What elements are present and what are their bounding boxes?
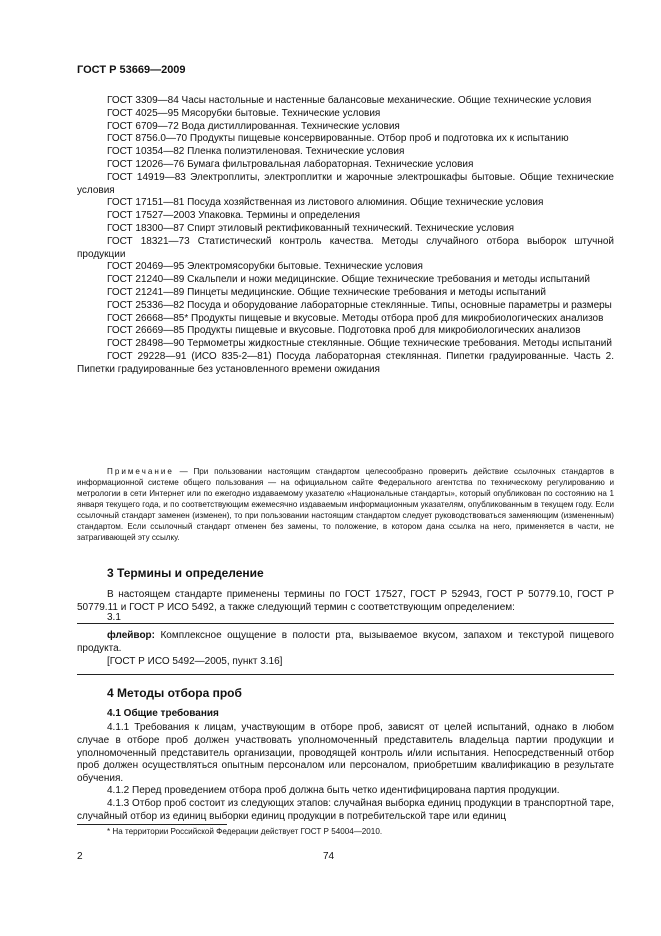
term-definition: [77, 630, 614, 656]
document-header: ГОСТ Р 53669—2009: [77, 64, 186, 76]
reference-item: ГОСТ 25336—82 Посуда и оборудование лабораторные стеклянные. Типы, основные параметры и размеры: [107, 299, 612, 311]
term: флейвор:: [107, 630, 155, 641]
reference-item: ГОСТ 20469—95 Электромясорубки бытовые. Технические условия: [107, 261, 423, 273]
section-3-title: 3 Термины и определение: [107, 566, 264, 580]
page-number-center: 74: [323, 851, 335, 862]
term-definition-box: [77, 623, 614, 675]
reference-item: ГОСТ 26669—85 Продукты пищевые и вкусовые. Подготовка проб для микробиологических анализов: [107, 325, 581, 337]
note: [77, 466, 614, 543]
footnote: * На территории Российской Федерации действует ГОСТ Р 54004—2010.: [107, 827, 383, 836]
reference-item: ГОСТ 21241—89 Пинцеты медицинские. Общие технические требования и методы испытаний: [107, 286, 546, 298]
reference-item: ГОСТ 29228—91 (ИСО 835-2—81) Посуда лабораторная стеклянная. Пипетки градуированные. Часть 2. Пипетки градуированные без установленного времени ожидания: [77, 350, 614, 375]
definition: Комплексное ощущение в полости рта, вызываемое вкусом, запахом и текстурой пищевого продукта.: [77, 630, 614, 654]
paragraph-4-1-1: 4.1.1 Требования к лицам, участвующим в отборе проб, зависят от целей испытаний, однако в любом случае в отборе проб должен участвовать уполномоченный представитель владельца партии продукции и уполномоченный представитель организации, проводящей контроль и/или испытания. Непосредственный отбор проб должен осуществляться опытным персоналом или персоналом, приобретшим квалификацию в результате обучения.: [77, 722, 614, 785]
note-label: Примечание: [107, 467, 174, 476]
reference-item: ГОСТ 3309—84 Часы настольные и настенные балансовые механические. Общие технические условия: [107, 95, 592, 106]
reference-item: ГОСТ 21240—89 Скальпели и ножи медицинские. Общие технические требования и методы испытаний: [107, 274, 590, 286]
reference-item: ГОСТ 10354—82 Пленка полиэтиленовая. Технические условия: [107, 146, 405, 158]
reference-item: ГОСТ 14919—83 Электроплиты, электроплитки и жарочные электрошкафы бытовые. Общие технические условия: [77, 171, 614, 196]
clause-3-1: 3.1: [107, 612, 121, 623]
reference-item: ГОСТ 18321—73 Статистический контроль качества. Методы случайного отбора выборок штучной продукции: [77, 235, 614, 260]
page-number-left: 2: [77, 851, 83, 862]
term-source: [ГОСТ Р ИСО 5492—2005, пункт 3.16]: [107, 655, 283, 667]
reference-item: ГОСТ 17151—81 Посуда хозяйственная из листового алюминия. Общие технические условия: [107, 197, 544, 209]
reference-item: ГОСТ 4025—95 Мясорубки бытовые. Технические условия: [107, 107, 381, 119]
references-list: [77, 95, 614, 377]
paragraph-4-1-3: 4.1.3 Отбор проб состоит из следующих этапов: случайная выборка единиц продукции в транспортной таре, случайный отбор из единиц выборки единиц продукции в потребительской таре или единиц: [77, 798, 614, 822]
section-3-intro: В настоящем стандарте применены термины по ГОСТ 17527, ГОСТ Р 52943, ГОСТ Р 50779.10, ГОСТ Р 50779.11 и ГОСТ Р ИСО 5492, а также следующий термин с соответствующим определением:: [77, 589, 614, 613]
reference-item: ГОСТ 8756.0—70 Продукты пищевые консервированные. Отбор проб и подготовка их к испытанию: [107, 133, 569, 145]
section-4-title: 4 Методы отбора проб: [107, 686, 242, 700]
reference-item: ГОСТ 26668—85* Продукты пищевые и вкусовые. Методы отбора проб для микробиологических анализов: [107, 312, 604, 324]
reference-item: ГОСТ 17527—2003 Упаковка. Термины и определения: [107, 210, 361, 222]
reference-item: ГОСТ 18300—87 Спирт этиловый ректификованный технический. Технические условия: [107, 222, 515, 234]
paragraph-4-1-2: 4.1.2 Перед проведением отбора проб должна быть четко идентифицирована партия продукции.: [107, 785, 560, 796]
footnote-divider: [77, 824, 227, 825]
reference-item: ГОСТ 6709—72 Вода дистиллированная. Технические условия: [107, 120, 400, 132]
reference-item: ГОСТ 12026—76 Бумага фильтровальная лабораторная. Технические условия: [107, 158, 474, 170]
reference-item: ГОСТ 28498—90 Термометры жидкостные стеклянные. Общие технические требования. Методы испытаний: [107, 338, 612, 350]
subsection-4-1-title: 4.1 Общие требования: [107, 708, 219, 719]
note-text: — При пользовании настоящим стандартом целесообразно проверить действие ссылочных стандартов в информационной системе общего пользования — на официальном сайте Федерального агентства по техническому регулированию и метрологии в сети Интернет или по ежегодно издаваемому указателю «Национальные стандарты», который опубликован по состоянию на 1 января текущего года, и по соответствующим ежемесячно издаваемым информационным указателям, опубликованным в текущем году. Если ссылочный стандарт заменен (изменен), то при пользовании настоящим стандартом следует руководствоваться заменяющим (измененным) стандартом. Если ссылочный стандарт отменен без замены, то положение, в котором дана ссылка на него, применяется в части, не затрагивающей эту ссылку.: [77, 467, 614, 542]
